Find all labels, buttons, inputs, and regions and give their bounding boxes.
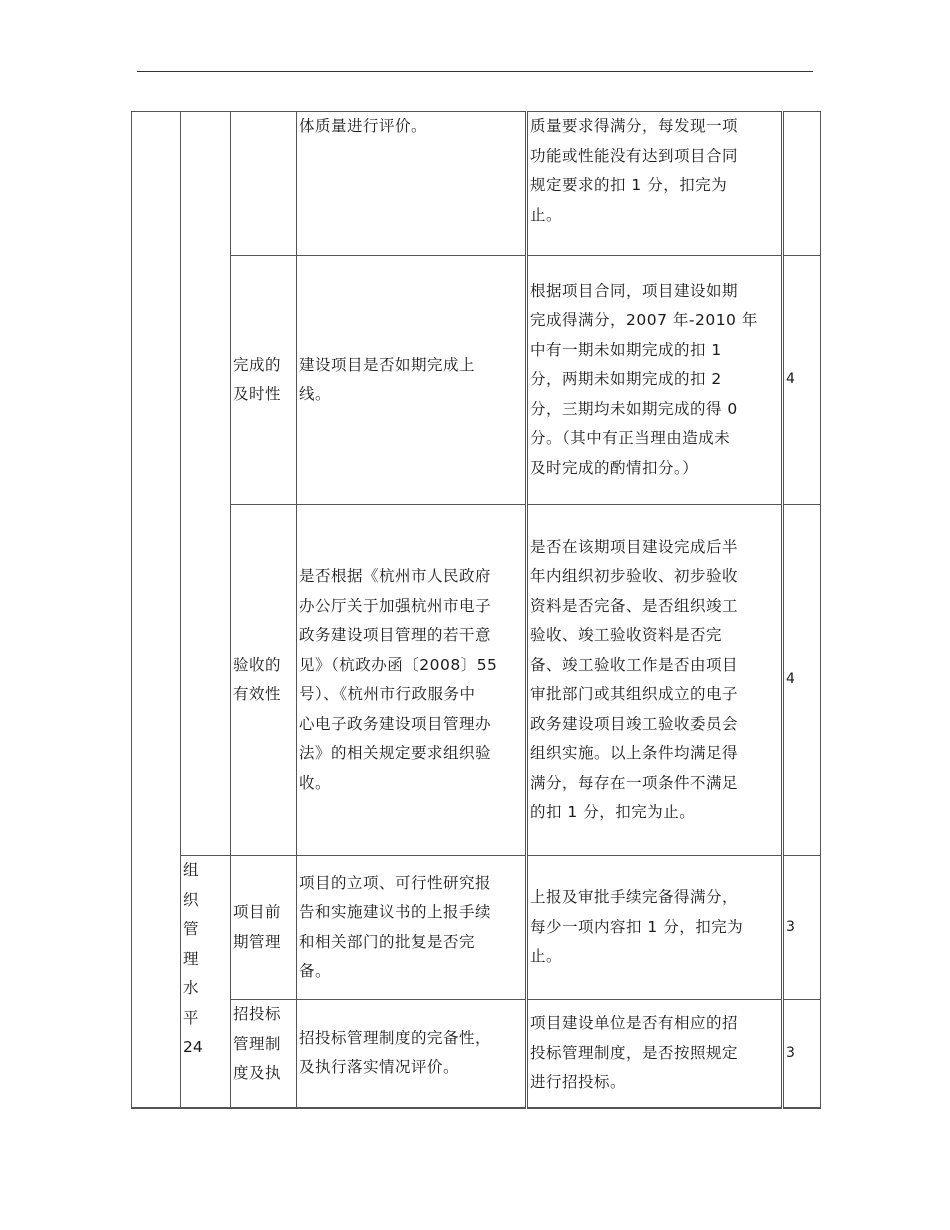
scoring-cell: 项目建设单位是否有相应的招 投标管理制度，是否按照规定 进行招投标。 bbox=[527, 1000, 783, 1108]
level2-category-cell bbox=[181, 112, 231, 856]
criterion-cell: 完成的 及时性 bbox=[231, 256, 297, 505]
content-cell: 体质量进行评价。 bbox=[297, 112, 527, 256]
evaluation-table bbox=[131, 111, 821, 1109]
table-row bbox=[132, 1000, 821, 1108]
criterion-cell: 验收的 有效性 bbox=[231, 505, 297, 856]
score-cell: 4 bbox=[783, 505, 821, 856]
table-row bbox=[132, 505, 821, 856]
scoring-cell: 上报及审批手续完备得满分， 每少一项内容扣 1 分，扣完为 止。 bbox=[527, 856, 783, 1000]
level1-category-cell bbox=[132, 112, 181, 1108]
content-cell: 建设项目是否如期完成上 线。 bbox=[297, 256, 527, 505]
score-cell: 4 bbox=[783, 256, 821, 505]
scoring-cell: 是否在该期项目建设完成后半 年内组织初步验收、初步验收 资料是否完备、是否组织竣工 验收、竣工验收资料是否完 备、竣工验收工作是否由项目 审批部门或其组织成立的电子 政务建设项目竣工验收委员会 组织实施。以上条件均满足得 满分，每存在一项条件不满足 的扣 1 分，扣完为止。 bbox=[527, 505, 783, 856]
table-row bbox=[132, 112, 821, 256]
content-cell: 项目的立项、可行性研究报 告和实施建议书的上报手续 和相关部门的批复是否完 备。 bbox=[297, 856, 527, 1000]
scoring-cell: 根据项目合同，项目建设如期 完成得满分，2007 年-2010 年 中有一期未如期完成的扣 1 分，两期未如期完成的扣 2 分，三期均未如期完成的得 0 分。（其中有正当理由造成未 及时完成的酌情扣分。） bbox=[527, 256, 783, 505]
criterion-cell bbox=[231, 112, 297, 256]
category-cell: 组织管理水平24 bbox=[181, 856, 231, 1108]
score-cell: 3 bbox=[783, 1000, 821, 1108]
header-rule bbox=[137, 71, 813, 72]
criterion-cell: 项目前 期管理 bbox=[231, 856, 297, 1000]
score-cell: 3 bbox=[783, 856, 821, 1000]
table-row bbox=[132, 256, 821, 505]
criterion-cell: 招投标 管理制 度及执 bbox=[231, 1000, 297, 1108]
content-cell: 招投标管理制度的完备性， 及执行落实情况评价。 bbox=[297, 1000, 527, 1108]
scoring-cell: 质量要求得满分，每发现一项 功能或性能没有达到项目合同 规定要求的扣 1 分，扣完为 止。 bbox=[527, 112, 783, 256]
score-cell bbox=[783, 112, 821, 256]
content-cell: 是否根据《杭州市人民政府 办公厅关于加强杭州市电子 政务建设项目管理的若干意 见》（杭政办函〔2008〕55 号）、《杭州市行政服务中 心电子政务建设项目管理办 法》的相关规定要求组织验 收。 bbox=[297, 505, 527, 856]
table-row bbox=[132, 856, 821, 1000]
